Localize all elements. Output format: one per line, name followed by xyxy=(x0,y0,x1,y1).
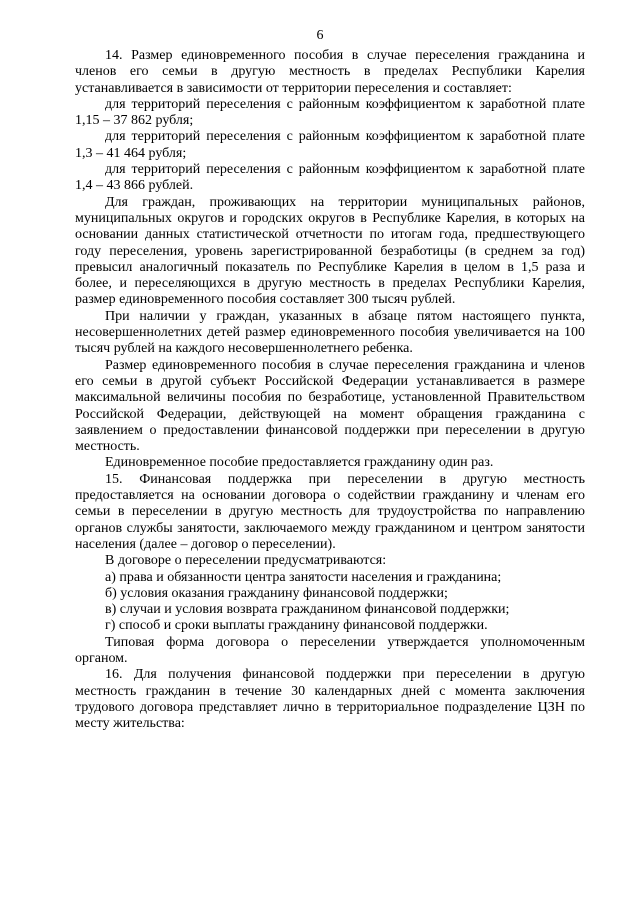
document-body xyxy=(75,48,585,732)
list-item-v: в) случаи и условия возврата гражданином финансовой поддержки; xyxy=(105,602,510,618)
paragraph-minor-children: При наличии у граждан, указанных в абзаце пятом настоящего пункта, несовершеннолетних детей размер единовременного пособия увеличивается на 100 тысяч рублей на каждого несовершеннолетнего ребенка. xyxy=(75,308,585,357)
list-item-b: б) условия оказания гражданину финансовой поддержки; xyxy=(105,585,448,601)
paragraph-coefficient-1-15: для территорий переселения с районным коэффициентом к заработной плате 1,15 – 37 862 рубля; xyxy=(75,96,585,129)
paragraph-other-subject: Размер единовременного пособия в случае переселения гражданина и членов его семьи в другой субъект Российской Федерации устанавливается в размере максимальной величины пособия по безработице, установленной Правительством Российской Федерации, действующей на момент обращения гражданина с заявлением о предоставлении финансовой поддержки при переселении в другую местность. xyxy=(75,357,585,455)
paragraph-contract-provides: В договоре о переселении предусматриваются: xyxy=(105,553,387,569)
paragraph-16-application: 16. Для получения финансовой поддержки при переселении в другую местность гражданин в течение 30 календарных дней с момента заключения трудового договора представляет лично в территориальное подразделение ЦЗН по месту жительства: xyxy=(75,667,585,732)
list-item-a: а) права и обязанности центра занятости населения и гражданина; xyxy=(105,569,502,585)
paragraph-coefficient-1-4: для территорий переселения с районным коэффициентом к заработной плате 1,4 – 43 866 рублей. xyxy=(75,162,585,194)
paragraph-unemployment-regions: Для граждан, проживающих на территории муниципальных районов, муниципальных округов и городских округов в Республике Карелия, в которых на основании данных статистической отчетности по итогам года, предшествующего году переселения, уровень зарегистрированной безработицы (в среднем за год) превысил аналогичный показатель по Республике Карелия в целом в 1,5 раза и более, и переселяющихся в другую местность в пределах Республики Карелия, размер единовременного пособия составляет 300 тысяч рублей. xyxy=(75,194,585,308)
page-number: 6 xyxy=(316,28,324,43)
paragraph-one-time: Единовременное пособие предоставляется гражданину один раз. xyxy=(105,455,494,471)
paragraph-14-intro: 14. Размер единовременного пособия в случае переселения гражданина и членов его семьи в другую местность в пределах Республики Карелия устанавливается в зависимости от территории переселения и составляет: xyxy=(75,48,585,96)
list-item-g: г) способ и сроки выплаты гражданину финансовой поддержки. xyxy=(105,618,488,634)
paragraph-15-contract: 15. Финансовая поддержка при переселении в другую местность предоставляется на основании договора о содействии гражданину и членам его семьи в переселении в другую местность для трудоустройства по направлению органов службы занятости, заключаемого между гражданином и центром занятости населения (далее – договор о переселении). xyxy=(75,471,585,552)
paragraph-coefficient-1-3: для территорий переселения с районным коэффициентом к заработной плате 1,3 – 41 464 рубля; xyxy=(75,129,585,161)
paragraph-standard-form: Типовая форма договора о переселении утверждается уполномоченным органом. xyxy=(75,634,585,666)
